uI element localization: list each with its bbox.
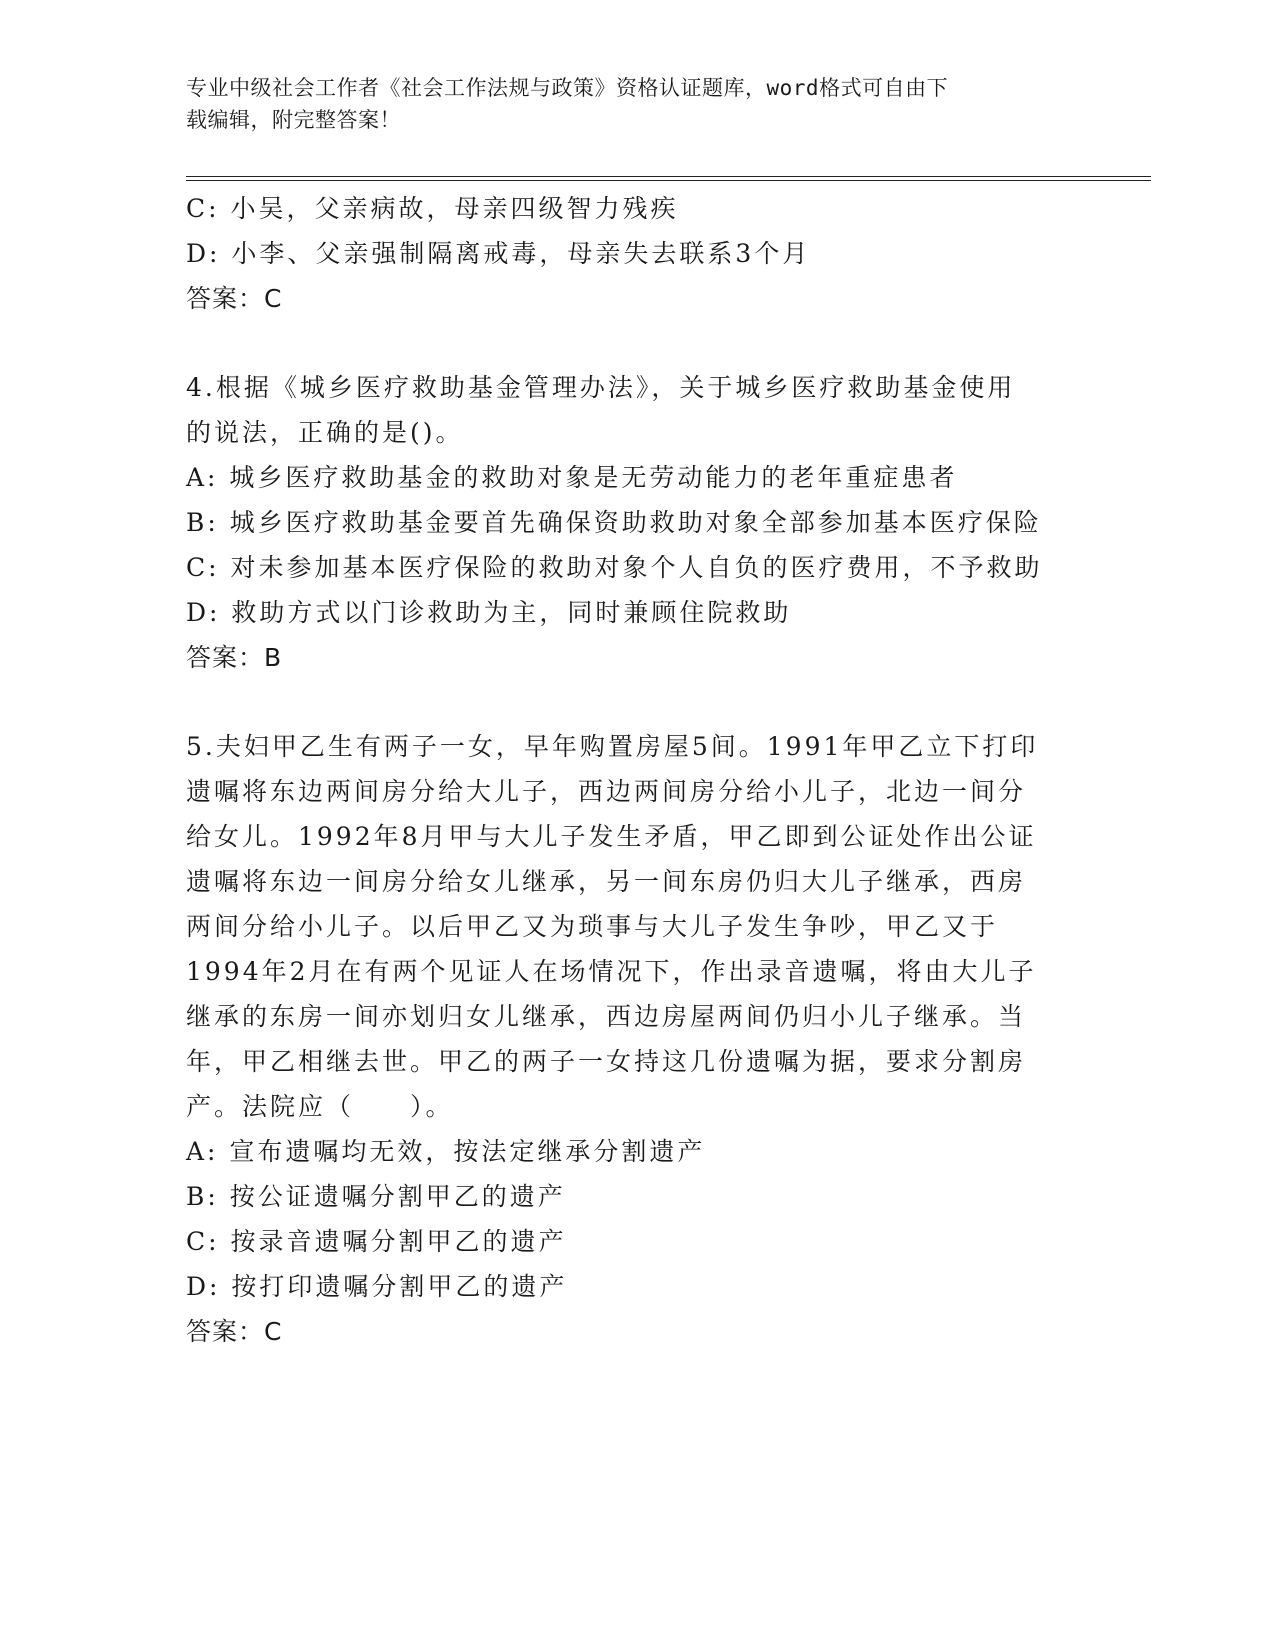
q3-answer: 答案：C — [186, 284, 283, 313]
question-3 — [186, 186, 1066, 321]
q5-answer: 答案：C — [186, 1317, 283, 1346]
q4-option-a: A: 城乡医疗救助基金的救助对象是无劳动能力的老年重症患者 — [186, 463, 958, 492]
q5-stem-line: 年，甲乙相继去世。甲乙的两子一女持这几份遗嘱为据，要求分割房 — [186, 1047, 1027, 1076]
q5-option-d: D: 按打印遗嘱分割甲乙的遗产 — [186, 1272, 568, 1301]
q5-stem-line: 产。法院应（ ）。 — [186, 1092, 454, 1121]
header-title-line2: 载编辑，附完整答案！ — [186, 108, 401, 132]
header-divider — [186, 176, 1151, 181]
question-5 — [186, 724, 1066, 1354]
q5-stem-line: 继承的东房一间亦划归女儿继承，西边房屋两间仍归小儿子继承。当 — [186, 1002, 1027, 1031]
q3-option-c: C: 小吴，父亲病故，母亲四级智力残疾 — [186, 194, 679, 223]
q5-stem-line: 1994年2月在有两个见证人在场情况下，作出录音遗嘱，将由大儿子 — [186, 957, 1037, 986]
document-header — [186, 72, 1066, 136]
question-content — [186, 186, 1066, 1354]
q4-stem-line1: 4.根据《城乡医疗救助基金管理办法》，关于城乡医疗救助基金使用 — [186, 373, 1016, 402]
q5-option-a: A: 宣布遗嘱均无效，按法定继承分割遗产 — [186, 1137, 706, 1166]
header-title-line1: 专业中级社会工作者《社会工作法规与政策》资格认证题库，word格式可自由下 — [186, 76, 949, 100]
question-4 — [186, 365, 1066, 680]
q5-stem-line: 遗嘱将东边一间房分给女儿继承，另一间东房仍归大儿子继承，西房 — [186, 867, 1027, 896]
q5-option-b: B: 按公证遗嘱分割甲乙的遗产 — [186, 1182, 566, 1211]
q3-option-d: D: 小李、父亲强制隔离戒毒，母亲失去联系3个月 — [186, 239, 811, 268]
q4-option-d: D: 救助方式以门诊救助为主，同时兼顾住院救助 — [186, 598, 792, 627]
q5-stem-line: 遗嘱将东边两间房分给大儿子，西边两间房分给小儿子，北边一间分 — [186, 777, 1027, 806]
q4-option-b: B: 城乡医疗救助基金要首先确保资助救助对象全部参加基本医疗保险 — [186, 508, 1042, 537]
q5-option-c: C: 按录音遗嘱分割甲乙的遗产 — [186, 1227, 567, 1256]
q4-option-c: C: 对未参加基本医疗保险的救助对象个人自负的医疗费用，不予救助 — [186, 553, 1043, 582]
spacer — [186, 321, 1066, 365]
q5-stem-line: 两间分给小儿子。以后甲乙又为琐事与大儿子发生争吵，甲乙又于 — [186, 912, 999, 941]
q5-stem-line: 给女儿。1992年8月甲与大儿子发生矛盾，甲乙即到公证处作出公证 — [186, 822, 1037, 851]
spacer — [186, 680, 1066, 724]
q4-stem-line2: 的说法，正确的是()。 — [186, 418, 464, 447]
q5-stem-line: 5.夫妇甲乙生有两子一女，早年购置房屋5间。1991年甲乙立下打印 — [186, 732, 1039, 761]
q4-answer: 答案：B — [186, 643, 283, 672]
